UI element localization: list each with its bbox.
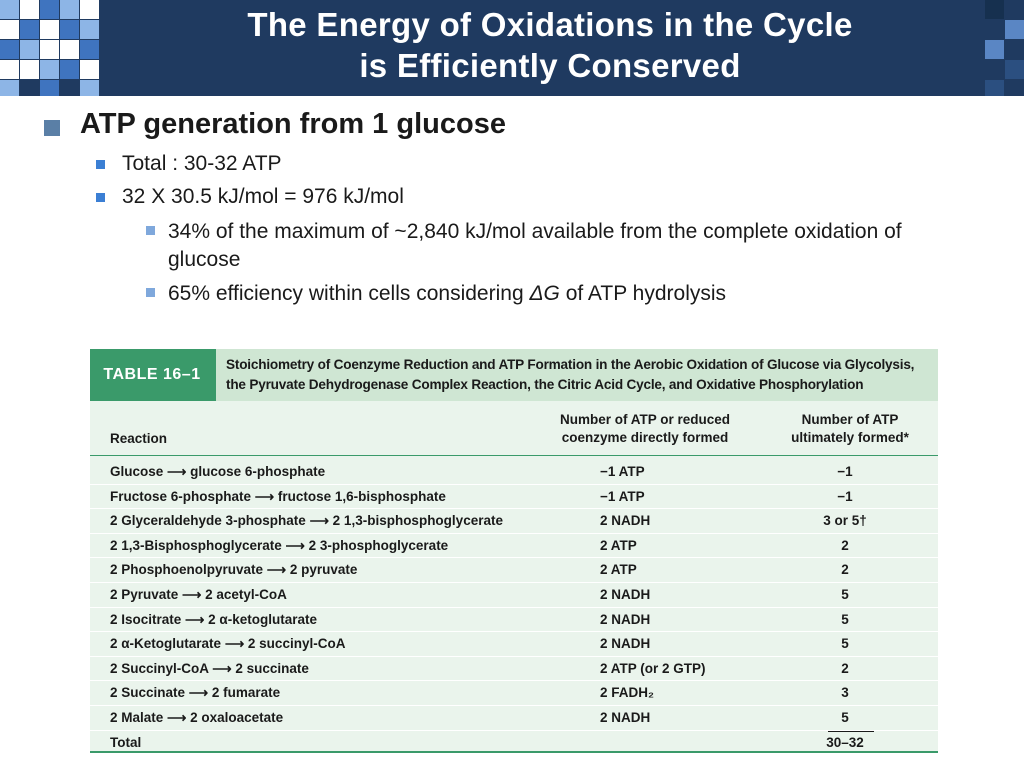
bullet-subsub-text	[168, 280, 958, 308]
delta-g-symbol: ΔG	[529, 282, 560, 305]
decor-square	[40, 60, 59, 79]
decor-square	[60, 60, 79, 79]
table-row	[90, 632, 938, 657]
decor-square	[80, 20, 99, 39]
decor-square	[0, 0, 19, 19]
cell-ultimate: −1	[837, 464, 853, 479]
table-row	[90, 608, 938, 633]
cell-direct: 2 ATP	[600, 537, 637, 553]
cell-ultimate: 3 or 5†	[823, 513, 867, 529]
table-caption-box	[216, 349, 938, 401]
square-bullet-icon	[96, 160, 105, 169]
slide-header	[0, 0, 1024, 96]
cell-ultimate: 3	[841, 685, 849, 701]
table-row	[90, 681, 938, 706]
cell-direct: −1 ATP	[600, 464, 645, 479]
total-rule	[828, 731, 874, 732]
table-row	[90, 485, 938, 510]
decor-square	[40, 0, 59, 19]
decor-square	[40, 20, 59, 39]
table-header	[90, 349, 938, 401]
cell-reaction: 2 1,3-Bisphosphoglycerate ⟶ 2 3-phosphoglycerate	[110, 537, 449, 553]
bullet-main-text: ATP generation from 1 glucose	[80, 108, 506, 140]
decor-square	[60, 0, 79, 19]
decor-square	[80, 40, 99, 59]
cell-reaction: 2 Phosphoenolpyruvate ⟶ 2 pyruvate	[110, 562, 358, 578]
table-row	[90, 583, 938, 608]
cell-reaction: 2 Succinate ⟶ 2 fumarate	[110, 685, 281, 701]
table-row	[90, 558, 938, 583]
table-body	[90, 401, 938, 751]
cell-reaction: 2 α-Ketoglutarate ⟶ 2 succinyl-CoA	[110, 636, 346, 652]
decor-square	[985, 80, 1004, 96]
cell-direct: 2 FADH₂	[600, 685, 655, 701]
cell-direct: 2 NADH	[600, 513, 651, 529]
cell-ultimate: 5	[841, 586, 849, 602]
cell-direct: 2 ATP	[600, 562, 637, 578]
square-bullet-icon	[146, 226, 155, 235]
decor-square	[40, 40, 59, 59]
col-header-direct	[545, 411, 745, 447]
decor-square	[80, 80, 99, 96]
col-header-direct-line1: Number of ATP or reduced	[559, 412, 731, 427]
decor-square	[20, 20, 39, 39]
decor-square	[0, 60, 19, 79]
cell-reaction: Fructose 6-phosphate ⟶ fructose 1,6-bisphosphate	[110, 488, 446, 504]
col-header-ultimate-line2: ultimately formed*	[791, 430, 909, 445]
cell-direct: 2 NADH	[600, 636, 651, 652]
bullet-sub-text: 32 X 30.5 kJ/mol = 976 kJ/mol	[122, 185, 404, 208]
decor-square	[20, 0, 39, 19]
cell-direct: 2 ATP (or 2 GTP)	[600, 660, 706, 676]
decor-square	[0, 80, 19, 96]
cell-ultimate: 5	[841, 611, 849, 627]
stoichiometry-table	[90, 349, 938, 753]
decor-square	[1005, 60, 1024, 79]
cell-direct: −1 ATP	[600, 488, 645, 504]
cell-direct: 2 NADH	[600, 709, 651, 725]
table-row	[90, 534, 938, 559]
bullet-sub-text: Total : 30-32 ATP	[122, 152, 282, 175]
decor-square	[0, 40, 19, 59]
cell-reaction: 2 Malate ⟶ 2 oxaloacetate	[110, 709, 284, 725]
cell-ultimate: 2	[841, 562, 849, 578]
cell-ultimate: 2	[841, 660, 849, 676]
decor-square	[60, 20, 79, 39]
cell-reaction: 2 Glyceraldehyde 3-phosphate ⟶ 2 1,3-bisphosphoglycerate	[110, 513, 503, 529]
decor-square	[80, 0, 99, 19]
cell-ultimate: 5	[841, 709, 849, 725]
table-row-total	[90, 731, 938, 755]
cell-reaction: 2 Succinyl-CoA ⟶ 2 succinate	[110, 660, 309, 676]
decor-square	[985, 40, 1004, 59]
col-header-direct-line2: coenzyme directly formed	[561, 430, 729, 445]
efficiency-text-post: of ATP hydrolysis	[559, 282, 727, 305]
decor-square	[40, 80, 59, 96]
column-headers	[90, 401, 938, 456]
decor-square	[0, 20, 19, 39]
square-bullet-icon	[96, 193, 105, 202]
decor-square	[20, 40, 39, 59]
cell-ultimate: 2	[841, 537, 849, 553]
decor-square	[20, 60, 39, 79]
slide-title-line2: is Efficiently Conserved	[359, 47, 741, 84]
cell-ultimate: 30–32	[826, 734, 864, 750]
square-bullet-icon	[44, 120, 60, 136]
cell-reaction: Glucose ⟶ glucose 6-phosphate	[110, 464, 326, 479]
table-row	[90, 706, 938, 731]
slide-title	[120, 4, 980, 86]
table-row	[90, 460, 938, 485]
col-header-reaction: Reaction	[110, 431, 168, 446]
slide-title-line1: The Energy of Oxidations in the Cycle	[247, 6, 853, 43]
cell-reaction: 2 Isocitrate ⟶ 2 α-ketoglutarate	[110, 611, 317, 627]
decor-square	[1005, 20, 1024, 39]
decor-square	[60, 40, 79, 59]
table-row	[90, 657, 938, 682]
decor-square	[80, 60, 99, 79]
square-bullet-icon	[146, 288, 155, 297]
table-number: TABLE 16–1	[103, 366, 201, 383]
cell-ultimate: −1	[837, 488, 853, 504]
col-header-ultimate	[760, 411, 940, 447]
efficiency-text-pre: 65% efficiency within cells considering	[168, 282, 530, 305]
cell-reaction: Total	[110, 734, 142, 750]
cell-direct: 2 NADH	[600, 611, 651, 627]
table-caption: Stoichiometry of Coenzyme Reduction and ATP Formation in the Aerobic Oxidation of Glucose via Glycolysis, the Pyruvate Dehydrogenase Complex Reaction, the Citric Acid Cycle, and Oxidative Phosphorylation	[226, 357, 915, 392]
decor-square	[985, 0, 1004, 19]
col-header-ultimate-line1: Number of ATP	[801, 412, 899, 427]
cell-direct: 2 NADH	[600, 586, 651, 602]
cell-reaction: 2 Pyruvate ⟶ 2 acetyl-CoA	[110, 586, 287, 602]
bullet-subsub-text: 34% of the maximum of ~2,840 kJ/mol available from the complete oxidation of glucose	[168, 220, 902, 271]
cell-ultimate: 5	[841, 636, 849, 652]
table-row	[90, 509, 938, 534]
